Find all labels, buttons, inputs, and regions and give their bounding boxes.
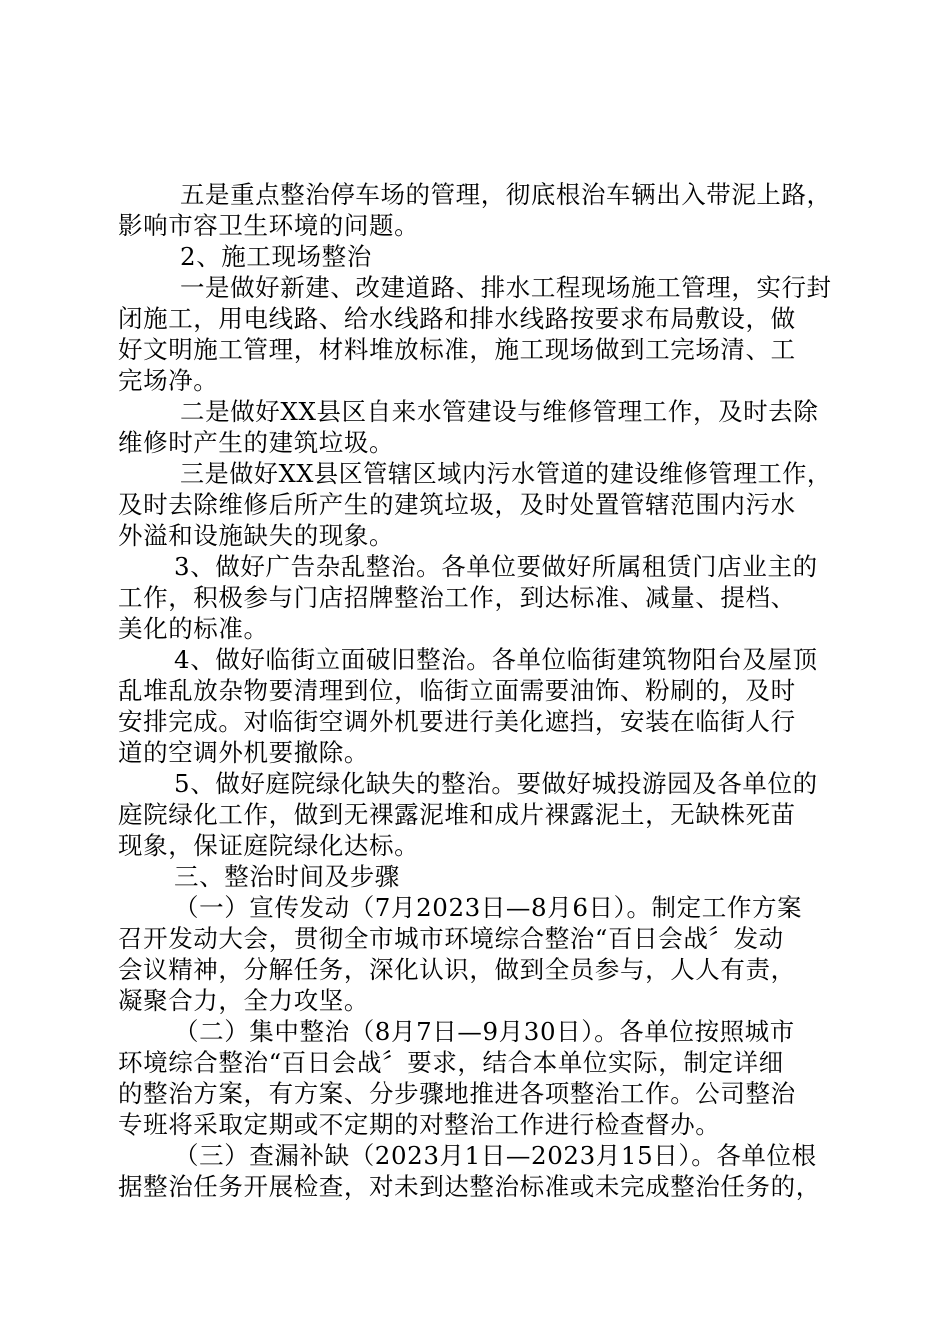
text-line: 庭院绿化工作，做到无裸露泥堆和成片裸露泥土，无缺株死苗 — [118, 800, 796, 829]
text-line: 完场净。 — [118, 366, 219, 395]
text-line: 二是做好XX县区自来水管建设与维修管理工作，及时去除 — [180, 397, 819, 426]
text-line: 好文明施工管理，材料堆放标准，施工现场做到工完场清、工 — [118, 335, 796, 364]
text-line: 据整治任务开展检查，对未到达整治标准或未完成整治任务的， — [118, 1172, 821, 1201]
text-line: 闭施工，用电线路、给水线路和排水线路按要求布局敷设，做 — [118, 304, 796, 333]
text-line: 3、做好广告杂乱整治。各单位要做好所属租赁门店业主的 — [174, 552, 818, 581]
text-line: 环境综合整治“百日会战〞要求，结合本单位实际，制定详细 — [118, 1048, 784, 1077]
text-line: 外溢和设施缺失的现象。 — [118, 521, 395, 550]
text-line: 4、做好临街立面破旧整治。各单位临街建筑物阳台及屋顶 — [174, 645, 818, 674]
section-heading: 2、施工现场整治 — [180, 242, 372, 271]
text-line: 会议精神，分解任务，深化认识，做到全员参与，人人有责， — [118, 955, 796, 984]
text-line: 美化的标准。 — [118, 614, 269, 643]
text-line: 乱堆乱放杂物要清理到位，临街立面需要油饰、粉刷的，及时 — [118, 676, 796, 705]
text-line: （三）查漏补缺（2023月1日—2023月15日）。各单位根 — [174, 1141, 817, 1170]
text-line: 现象，保证庭院绿化达标。 — [118, 831, 420, 860]
text-line: 工作，积极参与门店招牌整治工作，到达标准、减量、提档、 — [118, 583, 796, 612]
text-line: 及时去除维修后所产生的建筑垃圾，及时处置管辖范围内污水 — [118, 490, 796, 519]
text-line: 凝聚合力，全力攻坚。 — [118, 986, 369, 1015]
text-line: 影响市容卫生环境的问题。 — [118, 211, 420, 240]
text-line: 安排完成。对临街空调外机要进行美化遮挡，安装在临街人行 — [118, 707, 796, 736]
text-line: 维修时产生的建筑垃圾。 — [118, 428, 395, 457]
text-line: 专班将采取定期或不定期的对整治工作进行检查督办。 — [118, 1110, 721, 1139]
text-line: （一）宣传发动（7月2023日—8月6日）。制定工作方案 — [174, 893, 803, 922]
text-line: 道的空调外机要撤除。 — [118, 738, 369, 767]
text-line: 召开发动大会，贯彻全市城市环境综合整治“百日会战〞发动 — [118, 924, 784, 953]
text-line: （二）集中整治（8月7日—9月30日）。各单位按照城市 — [174, 1017, 795, 1046]
text-line: 五是重点整治停车场的管理，彻底根治车辆出入带泥上路， — [180, 180, 832, 209]
section-heading: 三、整治时间及步骤 — [174, 862, 400, 891]
text-line: 三是做好XX县区管辖区域内污水管道的建设维修管理工作， — [180, 459, 832, 488]
text-line: 的整治方案，有方案、分步骤地推进各项整治工作。公司整治 — [118, 1079, 796, 1108]
text-line: 5、做好庭院绿化缺失的整治。要做好城投游园及各单位的 — [174, 769, 818, 798]
text-line: 一是做好新建、改建道路、排水工程现场施工管理，实行封 — [180, 273, 832, 302]
